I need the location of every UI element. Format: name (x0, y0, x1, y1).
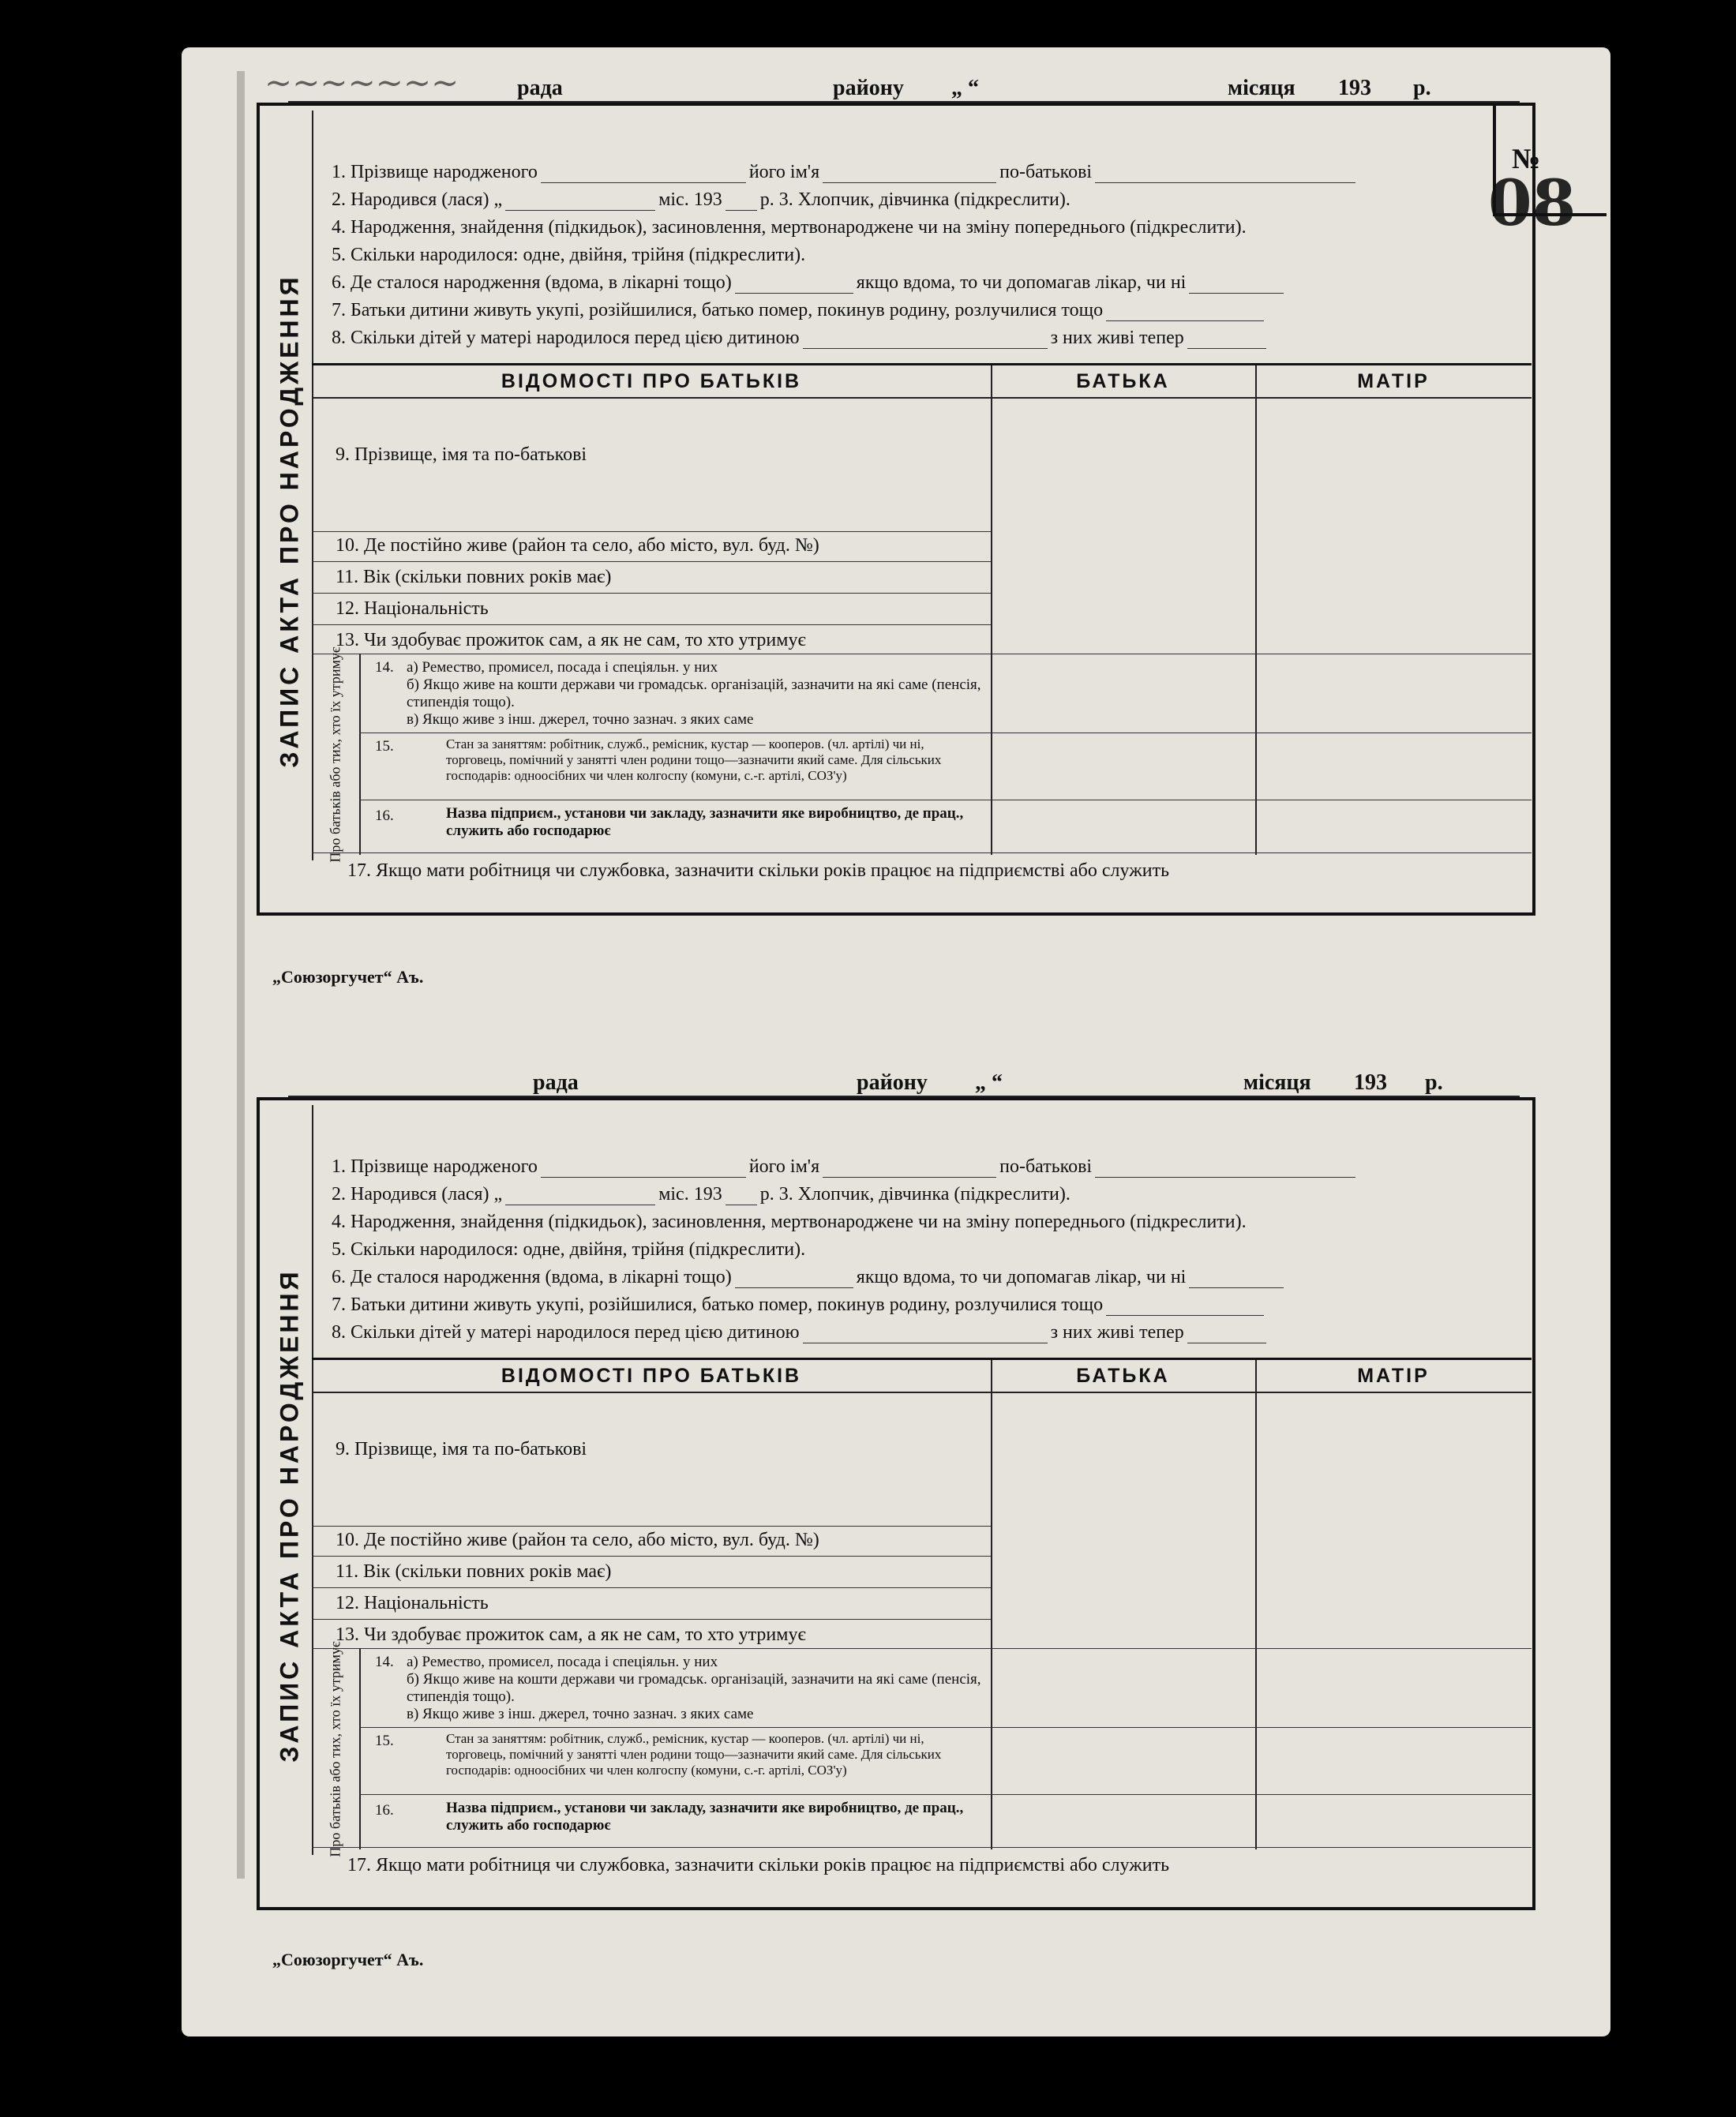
header-raion: району (833, 76, 904, 100)
col-father-header: БАТЬКА (991, 1360, 1255, 1393)
parents-table (312, 363, 1532, 863)
stamp-number: 08 (1488, 166, 1577, 240)
line-8: 8. Скільки дітей у матері народилося перед цією дитиною з них живі тепер (332, 1322, 1269, 1343)
birth-record-form-bottom (257, 1066, 1559, 1969)
row-14-text: а) Ремество, промисел, посада і спеціяльн. у них б) Якщо живе на кошти держави чи громадськ. організацій, зазначити на які саме (пенсія, стипендія тощо). в) Якщо живе з інш. джерел, точно зазнач. з яких саме (407, 659, 981, 728)
side-title-column (264, 1105, 313, 1855)
page-margin-strip (237, 71, 245, 1879)
row-15-text: Стан за заняттям: робітник, служб., ремісник, кустар — кооперов. (чл. артілі) чи ні, торговець, помічний у занятті член родини тощо—зазначити який саме. Для сільських господарів: одноосібних чи член колгоспу (комуни, с.-г. артілі, СОЗ'у) (446, 1731, 942, 1778)
row-14-num: 14. (375, 1654, 394, 1670)
row-12-label: 12. Національність (336, 598, 489, 619)
form-header (288, 71, 1520, 103)
row-15-num: 15. (375, 1733, 394, 1749)
form-footer: „Союзоргучет“ Аъ. (272, 1950, 424, 1969)
header-raion: району (857, 1070, 928, 1095)
line-1: 1. Прізвище народженого його ім'я по-батькові (332, 1156, 1359, 1178)
parents-table (312, 1358, 1532, 1857)
header-quote: „ “ (951, 76, 979, 100)
header-month: місяця (1243, 1070, 1311, 1095)
birth-record-form-top (257, 63, 1577, 987)
row-10-label: 10. Де постійно живе (район та село, або місто, вул. буд. №) (336, 535, 819, 556)
row-16-num: 16. (375, 1802, 394, 1819)
header-rada: рада (517, 76, 563, 100)
header-year: 193 (1354, 1070, 1387, 1095)
row-16-num: 16. (375, 807, 394, 824)
row-11-label: 11. Вік (скільки повних років має) (336, 1561, 612, 1582)
line-1: 1. Прізвище народженого його ім'я по-батькові (332, 162, 1359, 183)
line-2: 2. Народився (лася) „ мiс. 193 р. 3. Хлопчик, дівчинка (підкреслити). (332, 1184, 1070, 1205)
row-9-label: 9. Прізвище, імя та по-батькові (336, 444, 587, 465)
row-10-label: 10. Де постійно живе (район та село, або місто, вул. буд. №) (336, 1530, 819, 1550)
header-r: р. (1425, 1070, 1443, 1095)
row-13-label: 13. Чи здобуває прожиток сам, а як не сам, то хто утримує (336, 630, 806, 650)
row-12-label: 12. Національність (336, 1593, 489, 1613)
row-16-text: Назва підприєм., установи чи закладу, зазначити яке виробництво, де прац., служить або господарює (446, 805, 964, 839)
row-15-num: 15. (375, 738, 394, 755)
col-mother-header: МАТІР (1255, 365, 1532, 399)
line-5: 5. Скільки народилося: одне, двійня, трійня (підкреслити). (332, 1239, 806, 1260)
side-title-column (264, 111, 313, 860)
header-year: 193 (1338, 76, 1371, 100)
record-number-label: № (1512, 143, 1541, 174)
side-title: ЗАПИС АКТА ПРО НАРОДЖЕННЯ (275, 1268, 304, 1763)
form-footer: „Союзоргучет“ Аъ. (272, 967, 424, 987)
side-title: ЗАПИС АКТА ПРО НАРОДЖЕННЯ (275, 274, 304, 768)
header-quote: „ “ (975, 1070, 1003, 1095)
col-mother-header: МАТІР (1255, 1360, 1532, 1393)
line-4: 4. Народження, знайдення (підкидьок), засиновлення, мертвонароджене чи на зміну попереднього (підкреслити). (332, 217, 1247, 238)
line-8: 8. Скільки дітей у матері народилося перед цією дитиною з них живі тепер (332, 328, 1269, 349)
row-16-text: Назва підприєм., установи чи закладу, зазначити яке виробництво, де прац., служить або господарює (446, 1800, 964, 1834)
sub-side-column (312, 646, 361, 863)
col-father-header: БАТЬКА (991, 365, 1255, 399)
line-7: 7. Батьки дитини живуть укупі, розійшилися, батько помер, покинув родину, розлучилися тощо (332, 1295, 1267, 1316)
row-17: 17. Якщо мати робітниця чи службовка, зазначити скільки років працює на підприємстві або служить (347, 860, 1170, 881)
header-r: р. (1413, 76, 1431, 100)
row-13-label: 13. Чи здобуває прожиток сам, а як не сам, то хто утримує (336, 1624, 806, 1645)
row-17: 17. Якщо мати робітниця чи службовка, зазначити скільки років працює на підприємстві або служить (347, 1855, 1170, 1875)
form-header (288, 1066, 1520, 1097)
line-6: 6. Де сталося народження (вдома, в лікарні тощо) якщо вдома, то чи допомагав лікар, чи ні (332, 1267, 1287, 1288)
line-5: 5. Скільки народилося: одне, двійня, трійня (підкреслити). (332, 245, 806, 265)
col-info-header: ВІДОМОСТІ ПРО БАТЬКІВ (312, 365, 991, 399)
sub-side-label: Про батьків або тих, хто їх утримує (327, 646, 343, 863)
header-month: місяця (1228, 76, 1295, 100)
handwriting-scribble: ~~~~~~~ (264, 63, 459, 102)
sub-side-label: Про батьків або тих, хто їх утримує (327, 1641, 343, 1857)
line-2: 2. Народився (лася) „ мiс. 193 р. 3. Хлопчик, дівчинка (підкреслити). (332, 189, 1070, 210)
row-15-text: Стан за заняттям: робітник, служб., ремісник, кустар — кооперов. (чл. артілі) чи ні, торговець, помічний у занятті член родини тощо—зазначити який саме. Для сільських господарів: одноосібних чи член колгоспу (комуни, с.-г. артілі, СОЗ'у) (446, 736, 942, 783)
row-14-num: 14. (375, 659, 394, 676)
sub-side-column (312, 1641, 361, 1857)
header-rada: рада (533, 1070, 579, 1095)
line-7: 7. Батьки дитини живуть укупі, розійшилися, батько помер, покинув родину, розлучилися тощо (332, 300, 1267, 321)
col-info-header: ВІДОМОСТІ ПРО БАТЬКІВ (312, 1360, 991, 1393)
row-9-label: 9. Прізвище, імя та по-батькові (336, 1439, 587, 1459)
line-4: 4. Народження, знайдення (підкидьок), засиновлення, мертвонароджене чи на зміну попереднього (підкреслити). (332, 1212, 1247, 1232)
row-11-label: 11. Вік (скільки повних років має) (336, 567, 612, 587)
line-6: 6. Де сталося народження (вдома, в лікарні тощо) якщо вдома, то чи допомагав лікар, чи ні (332, 272, 1287, 294)
row-14-text: а) Ремество, промисел, посада і спеціяльн. у них б) Якщо живе на кошти держави чи громадськ. організацій, зазначити на які саме (пенсія, стипендія тощо). в) Якщо живе з інш. джерел, точно зазнач. з яких саме (407, 1654, 981, 1722)
